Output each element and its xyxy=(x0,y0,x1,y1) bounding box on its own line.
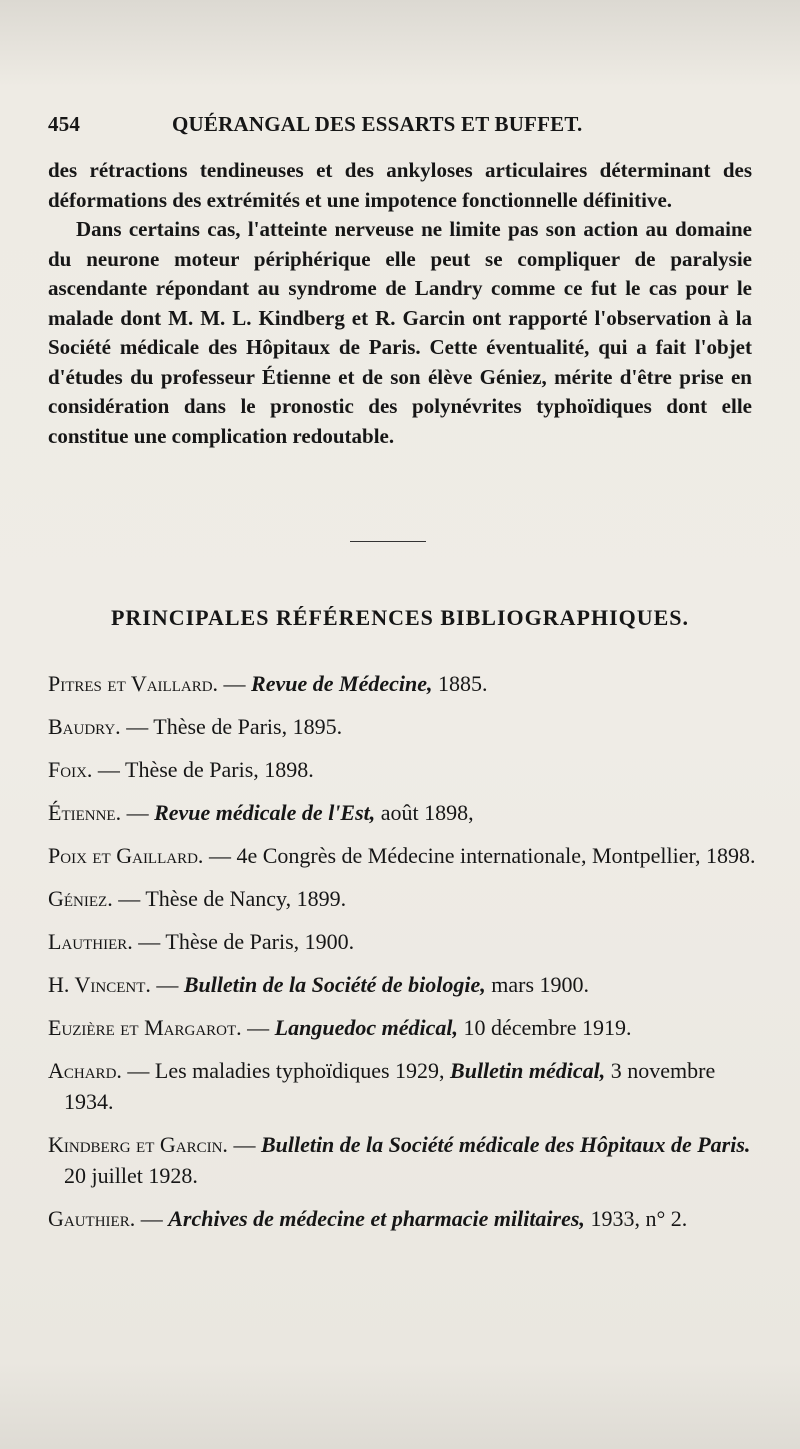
reference-title: Bulletin médical, xyxy=(450,1058,606,1083)
reference-author: Kindberg et Garcin. xyxy=(48,1132,228,1157)
reference-author: Euzière et Margarot. xyxy=(48,1015,242,1040)
reference-item: Achard. — Les maladies typhoïdiques 1929, Bulletin médical, 3 novembre 1934. xyxy=(48,1058,716,1114)
running-title: QUÉRANGAL DES ESSARTS ET BUFFET. xyxy=(172,112,583,136)
paragraph: des rétractions tendineuses et des ankyloses articulaires déterminant des déformations des extrémités et une impotence fonctionnelle définitive. xyxy=(48,158,752,212)
reference-author: H. Vincent. xyxy=(48,972,151,997)
reference-author: Foix. xyxy=(48,757,93,782)
body-text xyxy=(48,156,752,451)
reference-author: Pitres et Vaillard. xyxy=(48,671,219,696)
reference-title: Bulletin de la Société de biologie, xyxy=(183,972,486,997)
reference-title: Languedoc médical, xyxy=(274,1015,458,1040)
reference-author: Baudry. xyxy=(48,714,121,739)
reference-item: Foix. — Thèse de Paris, 1898. xyxy=(48,757,314,782)
reference-title: Bulletin de la Société médicale des Hôpitaux de Paris. xyxy=(260,1132,751,1157)
page-header xyxy=(48,112,760,142)
reference-item: Gauthier. — Archives de médecine et pharmacie militaires, 1933, n° 2. xyxy=(48,1206,688,1231)
reference-item: Poix et Gaillard. — 4e Congrès de Médecine internationale, Montpellier, 1898. xyxy=(48,843,756,868)
reference-title: Archives de médecine et pharmacie militaires, xyxy=(168,1206,585,1231)
reference-title: Revue médicale de l'Est, xyxy=(154,800,376,825)
page-number: 454 xyxy=(48,112,81,136)
paragraph: Dans certains cas, l'atteinte nerveuse ne limite pas son action au domaine du neurone moteur périphérique elle peut se compliquer de paralysie ascendante répondant au syndrome de Landry comme ce fut le cas pour le malade dont M. M. L. Kindberg et R. Garcin ont rapporté l'observation à la Société médicale des Hôpitaux de Paris. Cette éventualité, qui a fait l'objet d'études du professeur Étienne et de son élève Géniez, mérite d'être prise en considération dans le pronostic des polynévrites typhoïdiques dont elle constitue une complication redoutable. xyxy=(48,217,752,448)
reference-title: Revue de Médecine, xyxy=(251,671,433,696)
reference-author: Poix et Gaillard. xyxy=(48,843,204,868)
reference-list xyxy=(48,668,758,1234)
reference-item: Kindberg et Garcin. — Bulletin de la Société médicale des Hôpitaux de Paris. 20 juillet 1928. xyxy=(48,1132,751,1188)
references-heading: PRINCIPALES RÉFÉRENCES BIBLIOGRAPHIQUES. xyxy=(110,605,690,630)
reference-item: Baudry. — Thèse de Paris, 1895. xyxy=(48,714,343,739)
reference-author: Lauthier. xyxy=(48,929,133,954)
reference-item: Euzière et Margarot. — Languedoc médical, 10 décembre 1919. xyxy=(48,1015,632,1040)
reference-item: Lauthier. — Thèse de Paris, 1900. xyxy=(48,929,355,954)
reference-item: H. Vincent. — Bulletin de la Société de biologie, mars 1900. xyxy=(48,972,589,997)
reference-item: Étienne. — Revue médicale de l'Est, août 1898, xyxy=(48,800,474,825)
section-divider xyxy=(350,541,426,542)
reference-item: Géniez. — Thèse de Nancy, 1899. xyxy=(48,886,347,911)
reference-item: Pitres et Vaillard. — Revue de Médecine, 1885. xyxy=(48,671,488,696)
reference-author: Achard. xyxy=(48,1058,122,1083)
reference-author: Étienne. xyxy=(48,800,122,825)
reference-author: Géniez. xyxy=(48,886,113,911)
reference-author: Gauthier. xyxy=(48,1206,136,1231)
